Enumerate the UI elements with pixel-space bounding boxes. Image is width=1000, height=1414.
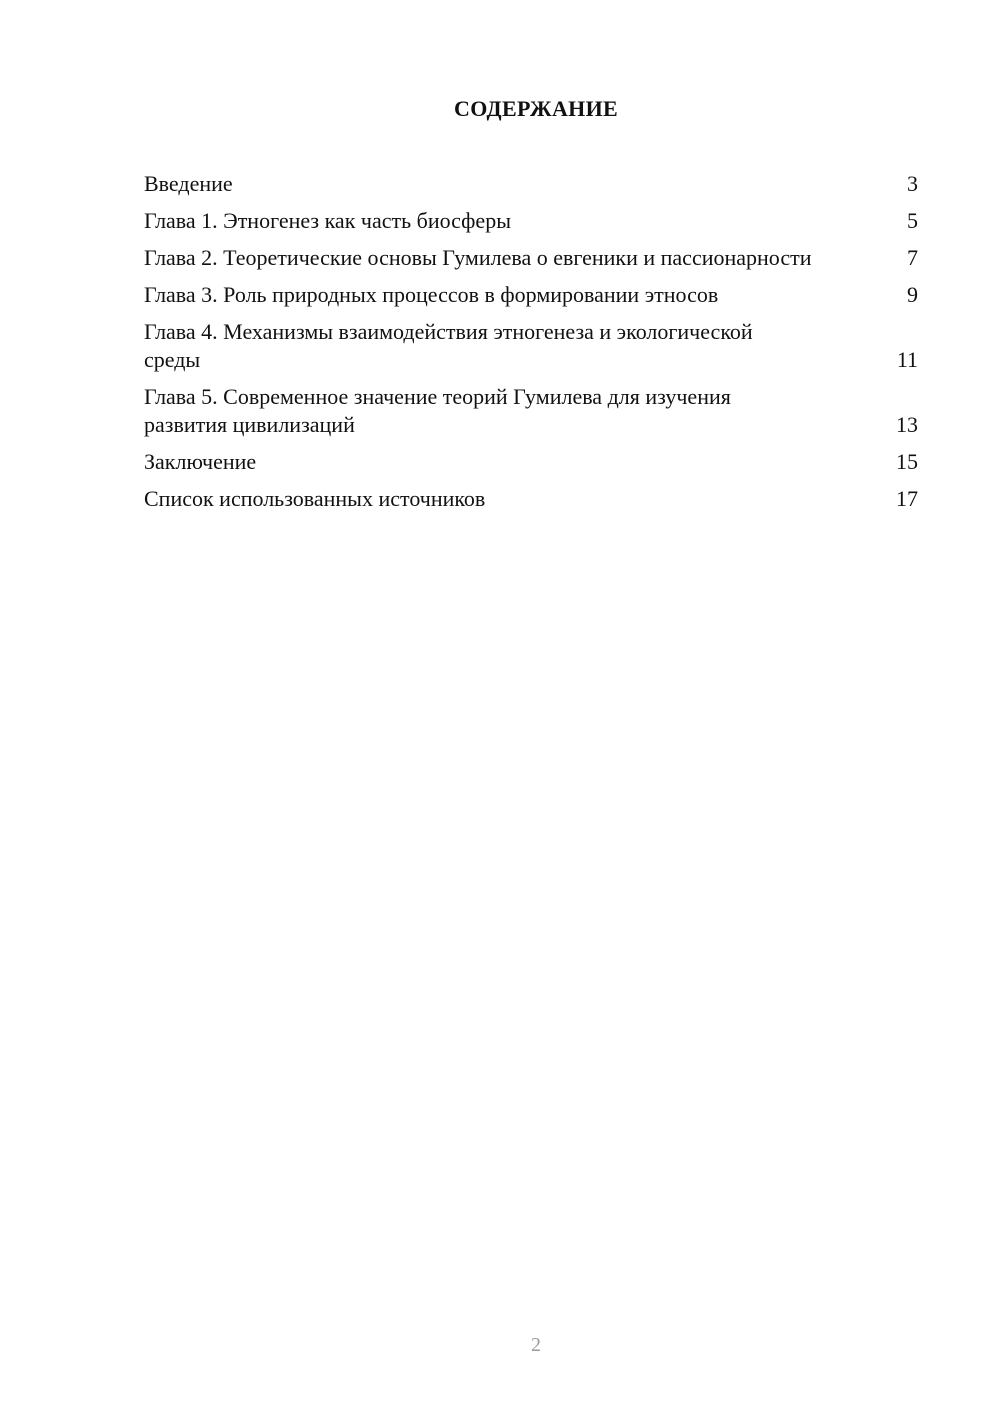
toc-entry-references: [144, 485, 918, 513]
toc-entry-label: Глава 4. Механизмы взаимодействия этногенеза и экологической среды: [144, 319, 753, 372]
toc-entry-chapter-4: [144, 318, 918, 374]
toc-entry-page: 17: [896, 486, 918, 511]
toc-entry-label: Заключение: [144, 449, 257, 474]
toc-entry-conclusion: [144, 448, 918, 476]
table-of-contents: [144, 170, 918, 522]
toc-entry-page: 11: [896, 347, 918, 372]
toc-entry-page: 9: [907, 282, 918, 307]
page-title: СОДЕРЖАНИЕ: [454, 96, 618, 121]
toc-entry-label: Список использованных источников: [144, 486, 486, 511]
toc-entry-page: 15: [896, 449, 918, 474]
toc-entry-chapter-2: [144, 244, 918, 272]
toc-entry-label: Глава 1. Этногенез как часть биосферы: [144, 208, 511, 233]
toc-entry-chapter-5: [144, 383, 918, 439]
toc-entry-page: 5: [907, 208, 918, 233]
toc-entry-page: 13: [896, 412, 918, 437]
toc-entry-page: 7: [907, 245, 918, 270]
toc-entry-page: 3: [907, 171, 918, 196]
toc-entry-label: Глава 5. Современное значение теорий Гумилева для изучения развития цивилизаций: [144, 384, 731, 437]
toc-entry-chapter-3: [144, 281, 918, 309]
toc-entry-chapter-1: [144, 207, 918, 235]
page-number: 2: [531, 1334, 541, 1356]
toc-entry-label: Глава 2. Теоретические основы Гумилева о евгеники и пассионарности: [144, 245, 812, 270]
toc-entry-introduction: [144, 170, 918, 198]
toc-entry-label: Глава 3. Роль природных процессов в формировании этносов: [144, 282, 719, 307]
toc-entry-label: Введение: [144, 171, 233, 196]
